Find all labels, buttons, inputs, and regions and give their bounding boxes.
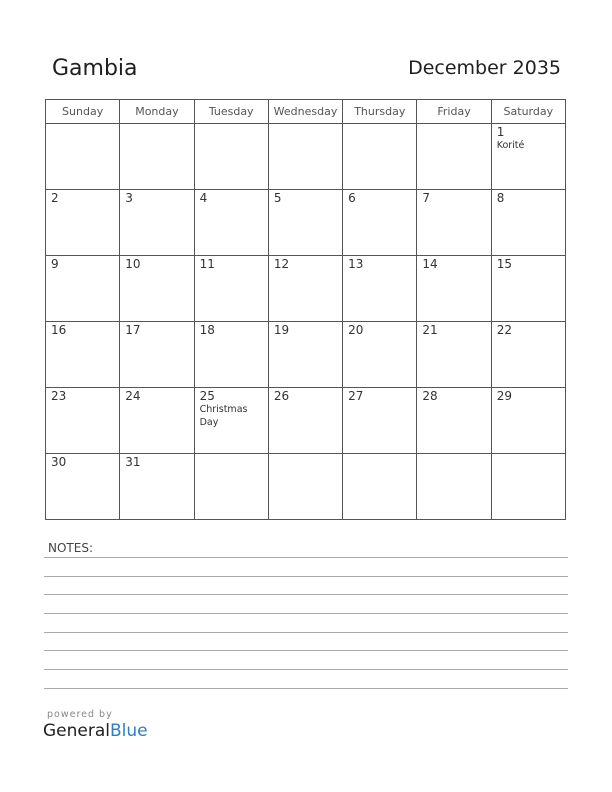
day-cell[interactable] [417,124,491,190]
brand-blue: Blue [110,721,148,741]
day-cell[interactable] [268,322,342,388]
day-cell[interactable] [120,256,194,322]
note-line [44,613,568,614]
day-number: 19 [273,323,290,337]
holiday-label: Korité [496,140,525,151]
day-number: 22 [496,323,512,337]
day-cell[interactable] [194,256,268,322]
day-number: 6 [348,191,356,205]
note-line [44,557,568,558]
day-cell[interactable] [417,322,491,388]
day-cell[interactable] [194,190,268,256]
day-cell[interactable] [417,454,491,520]
day-cell[interactable] [268,190,342,256]
day-cell[interactable] [46,322,120,388]
day-number: 7 [422,191,431,205]
day-cell[interactable] [194,454,268,520]
weekday-header-row [46,100,566,124]
day-cell[interactable] [343,124,417,190]
note-line [44,669,568,670]
day-cell[interactable] [491,454,565,520]
day-number: 25 [199,389,215,403]
day-number: 30 [51,455,67,469]
day-number: 4 [199,191,208,205]
day-cell[interactable] [491,322,565,388]
day-cell[interactable] [417,388,491,454]
day-number: 21 [422,323,438,337]
day-cell[interactable] [268,388,342,454]
powered-by-text: powered by [47,709,113,720]
day-number: 14 [422,257,438,271]
day-number: 26 [273,389,290,403]
day-cell[interactable] [491,388,565,454]
weekday-saturday: Saturday [491,100,565,124]
day-cell[interactable] [120,322,194,388]
brand-general: General [43,721,110,741]
weekday-monday: Monday [120,100,194,124]
country-title: Gambia [52,56,138,81]
day-number: 13 [348,257,364,271]
week-row [46,322,566,388]
day-number: 31 [125,455,141,469]
day-number: 29 [496,389,512,403]
day-number: 10 [125,257,141,271]
day-number: 3 [125,191,133,205]
month-title: December 2035 [408,57,561,79]
day-number: 11 [199,257,215,271]
day-cell[interactable] [46,190,120,256]
week-row [46,190,566,256]
day-number: 18 [199,323,215,337]
weekday-thursday: Thursday [343,100,417,124]
weekday-wednesday: Wednesday [268,100,342,124]
day-cell[interactable] [491,190,565,256]
note-line [44,576,568,577]
day-number: 12 [273,257,290,271]
day-cell[interactable] [194,322,268,388]
day-number: 23 [51,389,67,403]
note-line [44,688,568,689]
day-number: 27 [348,389,364,403]
week-row [46,124,566,190]
day-cell[interactable] [268,454,342,520]
day-cell[interactable] [46,454,120,520]
day-cell[interactable] [120,388,194,454]
day-number: 2 [51,191,59,205]
note-line [44,594,568,595]
day-number: 8 [496,191,505,205]
day-cell[interactable] [417,256,491,322]
day-cell[interactable] [46,388,120,454]
weekday-friday: Friday [417,100,491,124]
day-cell[interactable] [120,454,194,520]
notes-label: NOTES: [48,541,93,555]
day-number: 1 [496,125,505,139]
day-cell[interactable] [343,190,417,256]
day-cell[interactable] [120,124,194,190]
day-cell[interactable] [343,256,417,322]
day-cell[interactable] [268,256,342,322]
note-line [44,650,568,651]
day-number: 5 [273,191,282,205]
day-cell[interactable] [491,256,565,322]
day-number: 28 [422,389,438,403]
week-row [46,256,566,322]
day-cell[interactable] [417,190,491,256]
weekday-sunday: Sunday [46,100,120,124]
day-number: 20 [348,323,364,337]
holiday-label: Christmas Day [199,404,248,428]
day-cell[interactable] [46,124,120,190]
day-number: 15 [496,257,512,271]
day-cell[interactable] [343,388,417,454]
day-cell[interactable] [268,124,342,190]
day-number: 16 [51,323,67,337]
brand-logo[interactable] [43,721,148,741]
weekday-tuesday: Tuesday [194,100,268,124]
day-number: 9 [51,257,59,271]
day-cell[interactable] [343,322,417,388]
day-cell[interactable] [46,256,120,322]
day-number: 17 [125,323,141,337]
day-cell[interactable] [120,190,194,256]
week-row [46,454,566,520]
day-number: 24 [125,389,141,403]
calendar-grid [45,99,566,520]
week-row [46,388,566,454]
day-cell[interactable] [343,454,417,520]
note-line [44,632,568,633]
day-cell[interactable] [194,388,268,454]
day-cell[interactable] [491,124,565,190]
day-cell[interactable] [194,124,268,190]
